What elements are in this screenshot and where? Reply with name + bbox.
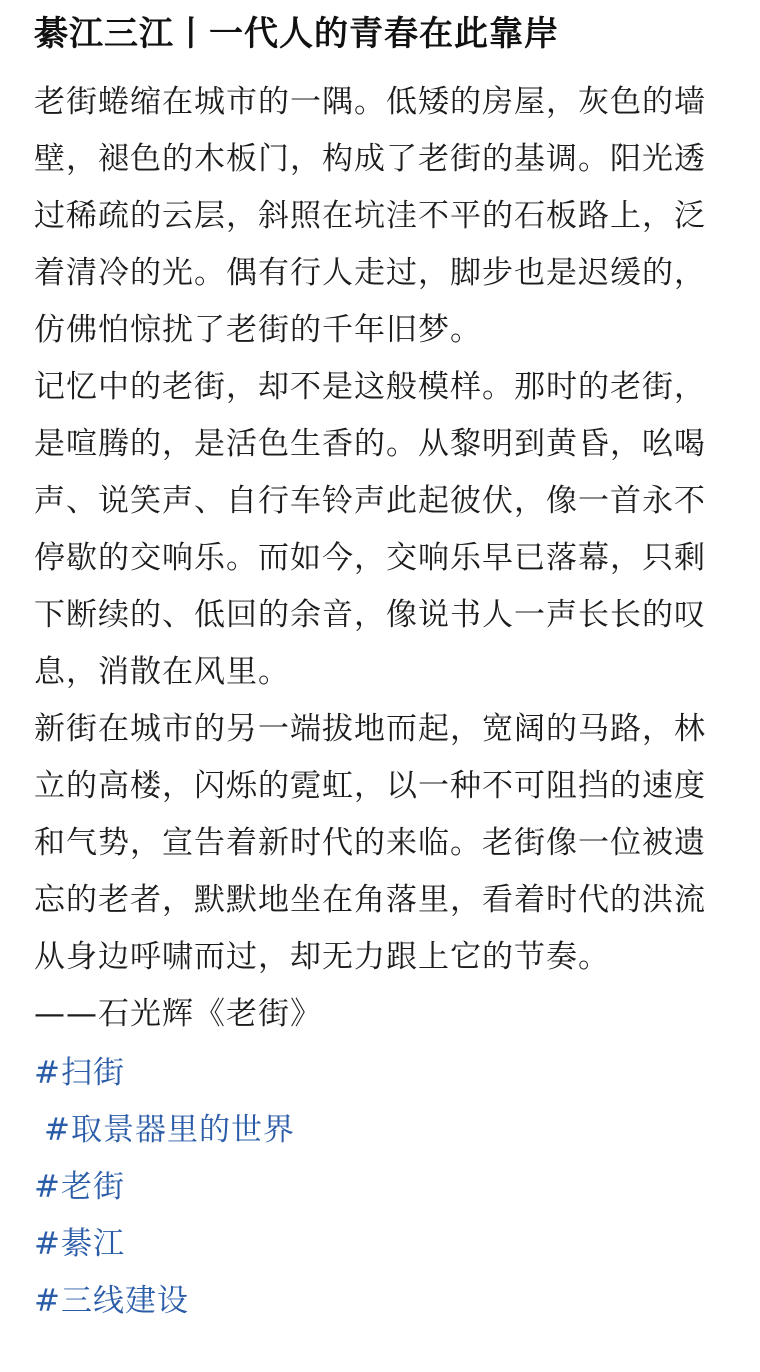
post-paragraph-3: 新街在城市的另一端拔地而起，宽阔的马路，林立的高楼，闪烁的霓虹，以一种不可阻挡的速度和气势，宣告着新时代的来临。老街像一位被遗忘的老者，默默地坐在角落里，看着时代的洪流从身边呼啸而过，却无力跟上它的节奏。 [34, 711, 706, 975]
post-attribution: ——石光辉《老街》 [34, 996, 322, 1032]
hashtag-old-street[interactable]: #老街 [34, 1169, 125, 1205]
hashtag-list [34, 1045, 734, 1330]
hashtag-viewfinder-world[interactable]: #取景器里的世界 [44, 1112, 295, 1148]
post-title: 綦江三江丨一代人的青春在此靠岸 [34, 14, 559, 54]
post-paragraph-1: 老街蜷缩在城市的一隅。低矮的房屋，灰色的墙壁，褪色的木板门，构成了老街的基调。阳光透过稀疏的云层，斜照在坑洼不平的石板路上，泛着清冷的光。偶有行人走过，脚步也是迟缓的，仿佛怕惊扰了老街的千年旧梦。 [34, 84, 706, 348]
hashtag-third-front-construction[interactable]: #三线建设 [34, 1283, 189, 1319]
hashtag-qijiang[interactable]: #綦江 [34, 1226, 125, 1262]
post-content [34, 0, 734, 1330]
post-paragraph-2: 记忆中的老街，却不是这般模样。那时的老街，是喧腾的，是活色生香的。从黎明到黄昏，吆喝声、说笑声、自行车铃声此起彼伏，像一首永不停歇的交响乐。而如今，交响乐早已落幕，只剩下断续的、低回的余音，像说书人一声长长的叹息，消散在风里。 [34, 369, 706, 690]
hashtag-sao-jie[interactable]: #扫街 [34, 1055, 125, 1091]
